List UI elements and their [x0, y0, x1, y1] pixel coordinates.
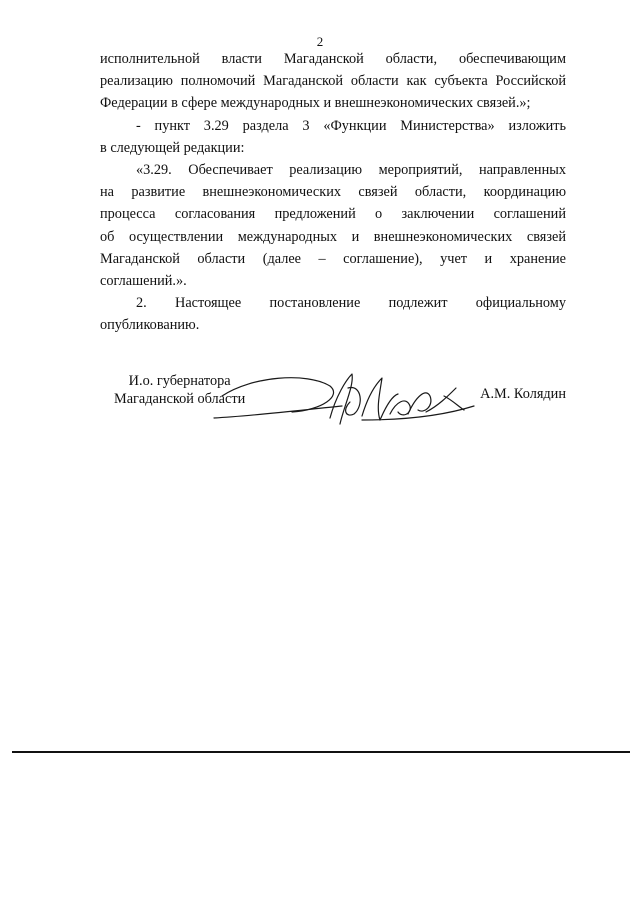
text-line: 2. Настоящее постановление подлежит официальному	[136, 295, 566, 312]
text-line: реализацию полномочий Магаданской области как субъекта Российской	[100, 73, 566, 90]
text-line: об осуществлении международных и внешнеэкономических связей	[100, 228, 566, 245]
signature-block	[100, 372, 566, 432]
text-line: на развитие внешнеэкономических связей области, координацию	[100, 184, 566, 201]
signatory-name: А.М. Колядин	[480, 386, 566, 402]
paragraph-1	[100, 48, 566, 115]
paragraph-3	[100, 159, 566, 292]
signatory-position-line: И.о. губернатора	[128, 373, 231, 389]
paragraph-4	[100, 292, 566, 336]
paragraph-2	[100, 115, 566, 159]
text-line: Федерации в сфере международных и внешнеэкономических связей.»;	[100, 95, 531, 112]
text-line: «3.29. Обеспечивает реализацию мероприятий, направленных	[136, 162, 566, 179]
page-number: 2	[316, 34, 324, 49]
text-line: соглашений.».	[100, 273, 187, 290]
text-line: исполнительной власти Магаданской области, обеспечивающим	[100, 51, 566, 67]
handwritten-signature-icon	[212, 366, 482, 436]
text-line: в следующей редакции:	[100, 139, 245, 156]
text-line: - пункт 3.29 раздела 3 «Функции Министерства» изложить	[136, 117, 566, 134]
text-line: процесса согласования предложений о заключении соглашений	[100, 206, 566, 223]
document-body	[100, 48, 566, 337]
text-line: опубликованию.	[100, 317, 200, 334]
signatory-position-line: Магаданской области	[114, 391, 246, 407]
text-line: Магаданской области (далее – соглашение), учет и хранение	[100, 250, 566, 267]
bottom-divider	[12, 751, 630, 753]
